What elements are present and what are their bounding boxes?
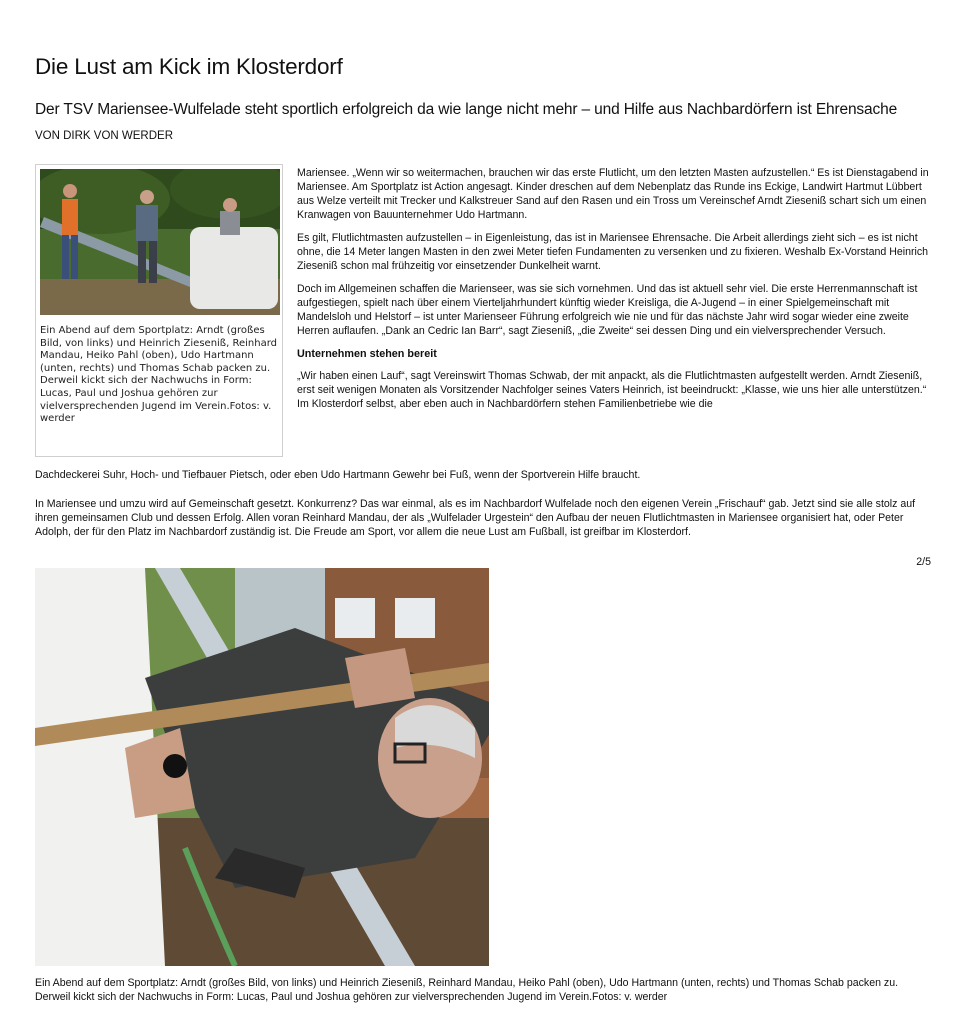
small-photo[interactable] [40,169,280,315]
article-column [297,166,937,420]
big-photo-caption: Ein Abend auf dem Sportplatz: Arndt (großes Bild, von links) und Heinrich Zieseniß, Reinhard Mandau, Heiko Pahl (oben), Udo Hartmann (unten, rechts) und Thomas Schab packen zu. Derweil kickt sich der Nachwuchs in Form: Lucas, Paul und Joshua gehören zur vielversprechenden Jugend im Verein.Fotos: v. werder [35,977,899,1003]
paragraph: Es gilt, Flutlichtmasten aufzustellen – in Eigenleistung, das ist in Mariensee Ehrensache. Die Arbeit allerdings zieht sich – es ist nicht ohne, die 14 Meter langen Masten in den zwei Meter tiefen Fundamenten zu versenken und zu fixieren. Weshalb Ex-Vorstand Heinrich Zieseniß schon mal frühzeitig vor einsetzender Dunkelheit warnt. [297,232,929,272]
big-photo[interactable] [35,568,489,966]
small-photo-caption: Ein Abend auf dem Sportplatz: Arndt (großes Bild, von links) und Heinrich Zieseniß, Reinhard Mandau, Heiko Pahl (oben), Udo Hartmann (unten, rechts) und Thomas Schab packen zu. Derweil kickt sich der Nachwuchs in Form: Lucas, Paul und Joshua gehören zur vielversprechenden Jugend im Verein.Fotos: v. werder [40,325,277,425]
gallery-counter: 2/5 [916,556,931,568]
byline: VON DIRK VON WERDER [35,130,174,142]
closing-paragraph: In Mariensee und umzu wird auf Gemeinschaft gesetzt. Konkurrenz? Das war einmal, als es im Nachbardorf Wulfelade noch den eigenen Verein „Frischauf“ gab. Jetzt sind sie alle stolz auf ihren gemeinsamen Club und dessen Erfolg. Allen voran Reinhard Mandau, der als „Wulfelader Urgestein“ den Aufbau der neuen Flutlichtmasten in Mariensee organisiert hat, oder Peter Adolph, der für den Platz im Nachbardorf zuständig ist. Die Freude am Sport, vor allem die neue Lust am Fußball, ist greifbar im Klosterdorf. [35,498,916,538]
section-heading: Unternehmen stehen bereit [297,348,437,360]
paragraph: „Wir haben einen Lauf“, sagt Vereinswirt Thomas Schwab, der mit anpackt, als die Flutlichtmasten aufgestellt werden. Arndt Zieseniß, erst seit wenigen Monaten als Vorsitzender Nachfolger seines Vaters Heinrich, ist beeindruckt: „Klasse, wie uns hier alle unterstützen.“ Im Klosterdorf selbst, aber eben auch in Nachbardörfern stehen Familienbetriebe wie die [297,370,927,410]
paragraph: Doch im Allgemeinen schaffen die Marienseer, was sie sich vornehmen. Und das ist aktuell sehr viel. Die erste Herrenmannschaft ist aufgestiegen, spielt nach über einem Vierteljahrhundert künftig wieder Kreisliga, die A-Jugend – in einer Spielgemeinschaft mit Mandelsloh und Helstorf – ist unter Marienseer Führung erfolgreich wie nie und für das nächste Jahr wird sogar wieder eine zweite Herren auflaufen. „Dank an Cedric Ian Barr“, sagt Zieseniß, „die Zweite“ sei dessen Ding und ein vielversprechender Versuch. [297,283,918,337]
small-photo-figure [35,164,283,457]
paragraph-continued: Dachdeckerei Suhr, Hoch- und Tiefbauer Pietsch, oder eben Udo Hartmann Gewehr bei Fuß, wenn der Sportverein Hilfe braucht. [35,469,641,481]
paragraph: Mariensee. „Wenn wir so weitermachen, brauchen wir das erste Flutlicht, um den letzten Masten aufzustellen.“ Es ist Dienstagabend in Mariensee. Am Sportplatz ist Action angesagt. Kinder dreschen auf dem Nebenplatz das Runde ins Eckige, Landwirt Hartmut Lübbert aus Welze verteilt mit Trecker und Kalkstreuer Sand auf den Rasen und ein Tross um Vereinschef Arndt Zieseniß schart sich um einen Kranwagen von Bauunternehmer Udo Hartmann. [297,167,929,221]
article-title: Die Lust am Kick im Klosterdorf [35,54,343,79]
article-subtitle: Der TSV Mariensee-Wulfelade steht sportlich erfolgreich da wie lange nicht mehr – und Hilfe aus Nachbardörfern ist Ehrensache [35,101,898,118]
